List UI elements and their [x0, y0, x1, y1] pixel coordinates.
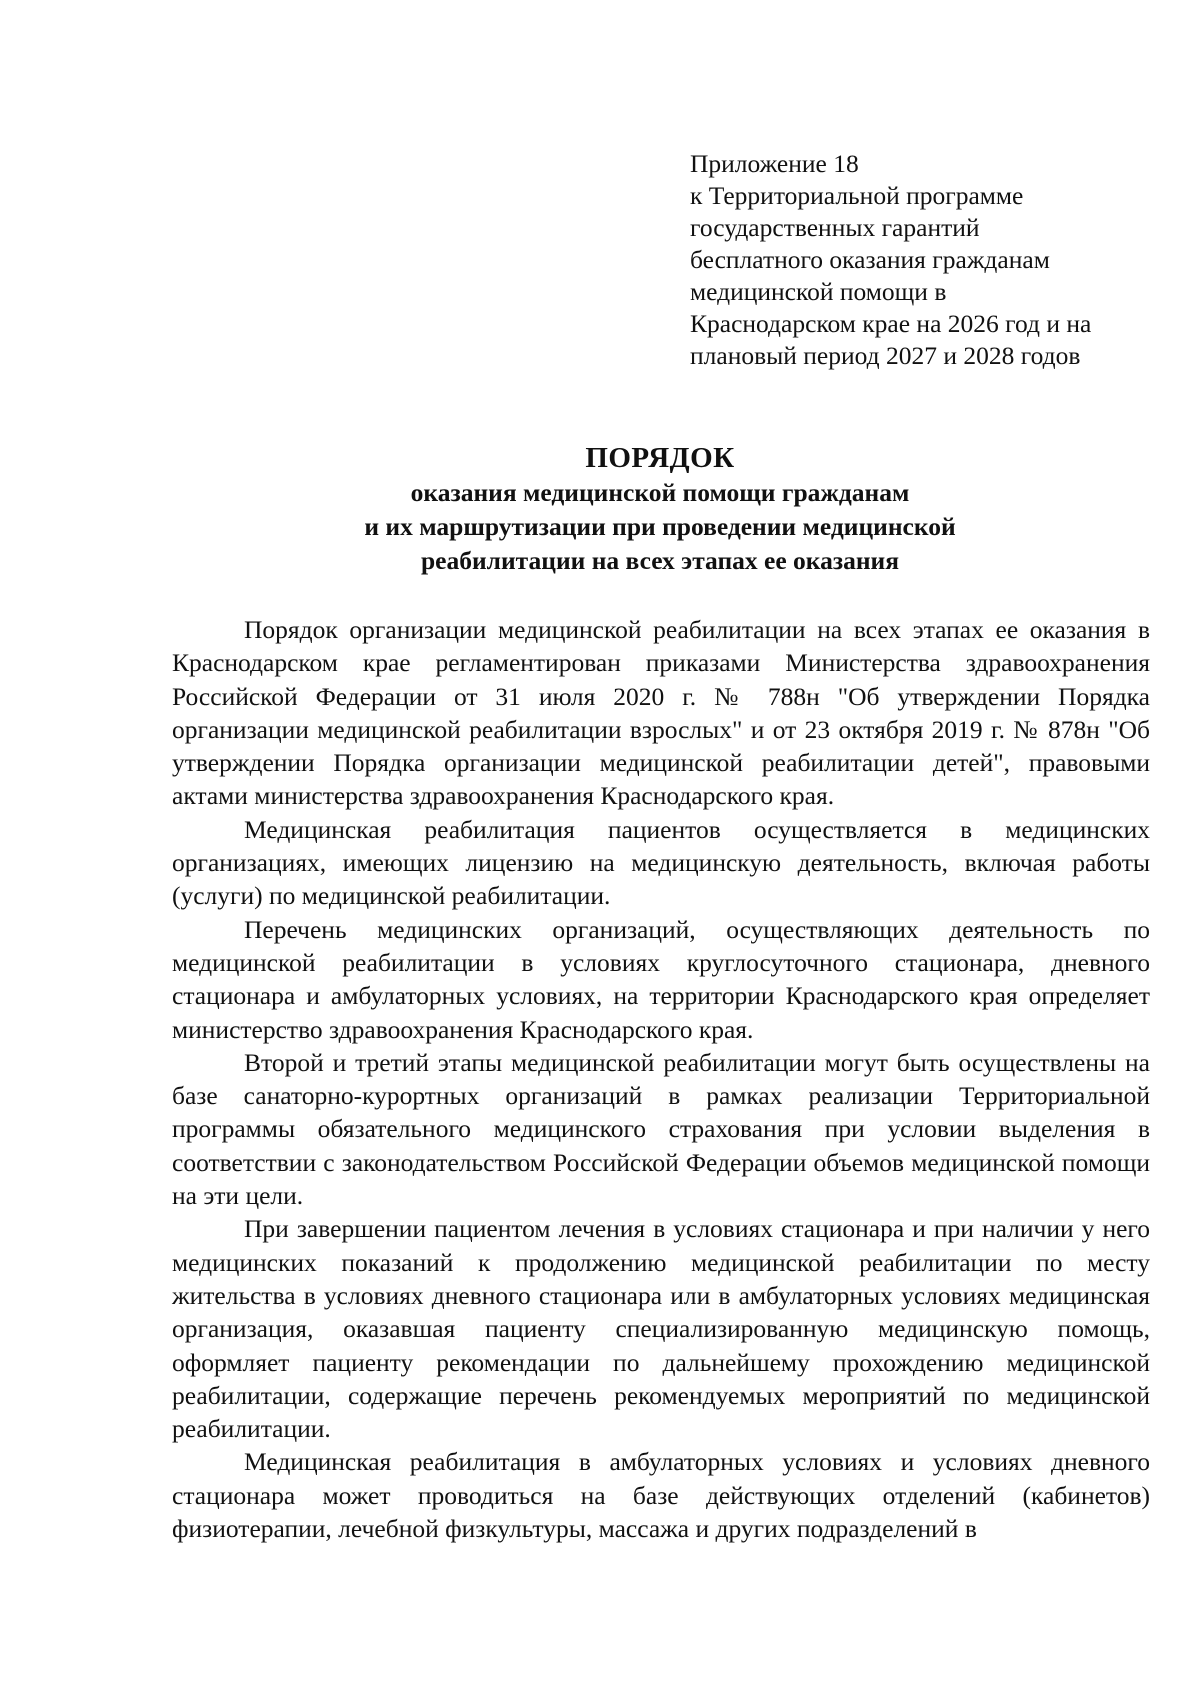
body-paragraph: Порядок организации медицинской реабилитации на всех этапах ее оказания в Краснодарском крае регламентирован приказами Министерства здравоохранения Российской Федерации от 31 июля 2020 г. № 788н "Об утверждении Порядка организации медицинской реабилитации взрослых" и от 23 октября 2019 г. № 878н "Об утверждении Порядка организации медицинской реабилитации детей", правовыми актами министерства здравоохранения Краснодарского края.: [172, 615, 1150, 811]
body-paragraph: Медицинская реабилитация в амбулаторных условиях и условиях дневного стационара может проводиться на базе действующих отделений (кабинетов) физиотерапии, лечебной физкультуры, массажа и других подразделений в: [172, 1447, 1150, 1544]
appendix-line: медицинской помощи в: [690, 277, 947, 306]
document-title: ПОРЯДОК: [585, 442, 735, 474]
body-paragraph: Перечень медицинских организаций, осуществляющих деятельность по медицинской реабилитации в условиях круглосуточного стационара, дневного стационара и амбулаторных условиях, на территории Краснодарского края определяет министерство здравоохранения Краснодарского края.: [172, 914, 1150, 1044]
body-paragraph: Второй и третий этапы медицинской реабилитации могут быть осуществлены на базе санаторно-курортных организаций в рамках реализации Территориальной программы обязательного медицинского страхования при условии выделения в соответствии с законодательством Российской Федерации объемов медицинской помощи на эти цели.: [172, 1047, 1150, 1211]
document-subtitle-line: реабилитации на всех этапах ее оказания: [420, 546, 900, 575]
document-body: [172, 613, 1150, 1545]
appendix-line: Приложение 18: [690, 149, 859, 178]
appendix-line: государственных гарантий: [690, 213, 980, 242]
document-title-block: [170, 440, 1150, 578]
body-paragraph: Медицинская реабилитация пациентов осуществляется в медицинских организациях, имеющих лицензию на медицинскую деятельность, включая работы (услуги) по медицинской реабилитации.: [172, 814, 1150, 911]
appendix-line: Краснодарском крае на 2026 год и на: [690, 309, 1092, 338]
document-subtitle-line: оказания медицинской помощи гражданам: [410, 478, 910, 507]
document-subtitle-line: и их маршрутизации при проведении медицинской: [364, 512, 956, 541]
body-paragraph: При завершении пациентом лечения в условиях стационара и при наличии у него медицинских показаний к продолжению медицинской реабилитации по месту жительства в условиях дневного стационара или в амбулаторных условиях медицинская организация, оказавшая пациенту специализированную медицинскую помощь, оформляет пациенту рекомендации по дальнейшему прохождению медицинской реабилитации, содержащие перечень рекомендуемых мероприятий по медицинской реабилитации.: [172, 1214, 1150, 1444]
appendix-line: бесплатного оказания гражданам: [690, 245, 1050, 274]
appendix-line: плановый период 2027 и 2028 годов: [690, 341, 1081, 370]
appendix-reference-block: [690, 148, 1160, 372]
appendix-line: к Территориальной программе: [690, 181, 1024, 210]
